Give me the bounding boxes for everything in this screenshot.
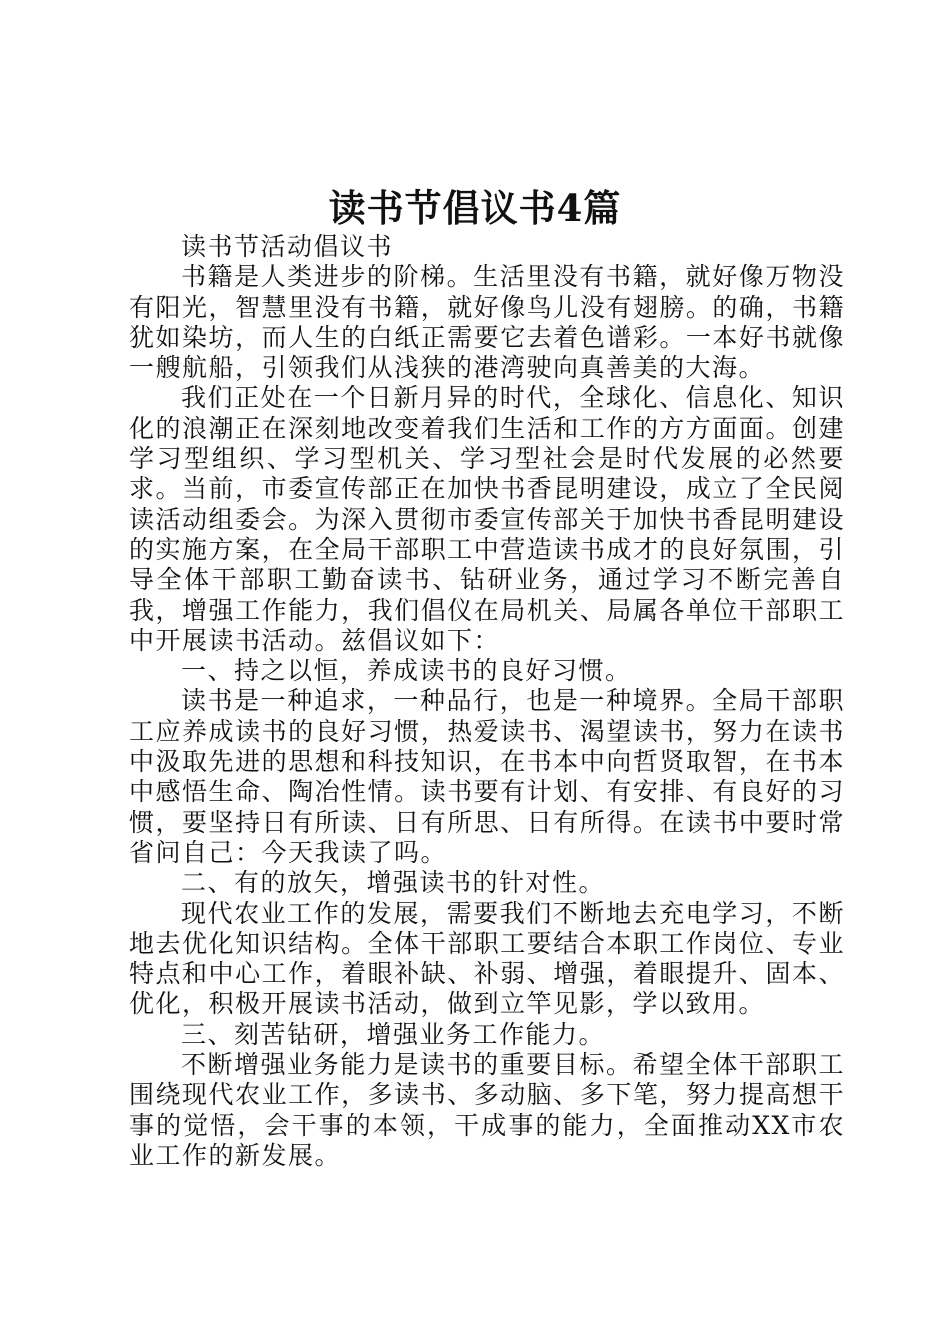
subheading: 二、有的放矢，增强读书的针对性。 bbox=[181, 868, 606, 898]
document-body bbox=[129, 232, 845, 1171]
section-heading: 读书节活动倡议书 bbox=[181, 232, 394, 261]
body-paragraph: 我们正处在一个日新月异的时代，全球化、信息化、知识化的浪潮正在深刻地改变着我们生活和工作的方方面面。创建学习型组织、学习型机关、学习型社会是时代发展的必然要求。当前，市委宣传部正在加快书香昆明建设，成立了全民阅读活动组委会。为深入贯彻市委宣传部关于加快书香昆明建设的实施方案，在全局干部职工中营造读书成才的良好氛围，引导全体干部职工勤奋读书、钻研业务，通过学习不断完善自我，增强工作能力，我们倡仪在局机关、局属各单位干部职工中开展读书活动。兹倡议如下： bbox=[129, 383, 845, 655]
subheading: 一、持之以恒，养成读书的良好习惯。 bbox=[181, 656, 632, 686]
body-paragraph: 现代农业工作的发展，需要我们不断地去充电学习，不断地去优化知识结构。全体干部职工要结合本职工作岗位、专业特点和中心工作，着眼补缺、补弱、增强，着眼提升、固本、优化，积极开展读书活动，做到立竿见影，学以致用。 bbox=[129, 898, 845, 1019]
body-paragraph: 读书是一种追求，一种品行，也是一种境界。全局干部职工应养成读书的良好习惯，热爱读书、渴望读书，努力在读书中汲取先进的思想和科技知识，在书本中向哲贤取智，在书本中感悟生命、陶冶性情。读书要有计划、有安排、有良好的习惯，要坚持日有所读、日有所思、日有所得。在读书中要时常省问自己：今天我读了吗。 bbox=[129, 686, 845, 867]
subheading: 三、刻苦钻研，增强业务工作能力。 bbox=[181, 1019, 606, 1049]
document-title: 读书节倡议书4篇 bbox=[328, 186, 622, 230]
body-paragraph: 书籍是人类进步的阶梯。生活里没有书籍，就好像万物没有阳光，智慧里没有书籍，就好像鸟儿没有翅膀。的确，书籍犹如染坊，而人生的白纸正需要它去着色谱彩。一本好书就像一艘航船，引领我们从浅狭的港湾驶向真善美的大海。 bbox=[129, 262, 845, 383]
body-paragraph: 不断增强业务能力是读书的重要目标。希望全体干部职工围绕现代农业工作，多读书、多动脑、多下笔，努力提高想干事的觉悟，会干事的本领，干成事的能力，全面推动XX市农业工作的新发展。 bbox=[129, 1050, 845, 1170]
